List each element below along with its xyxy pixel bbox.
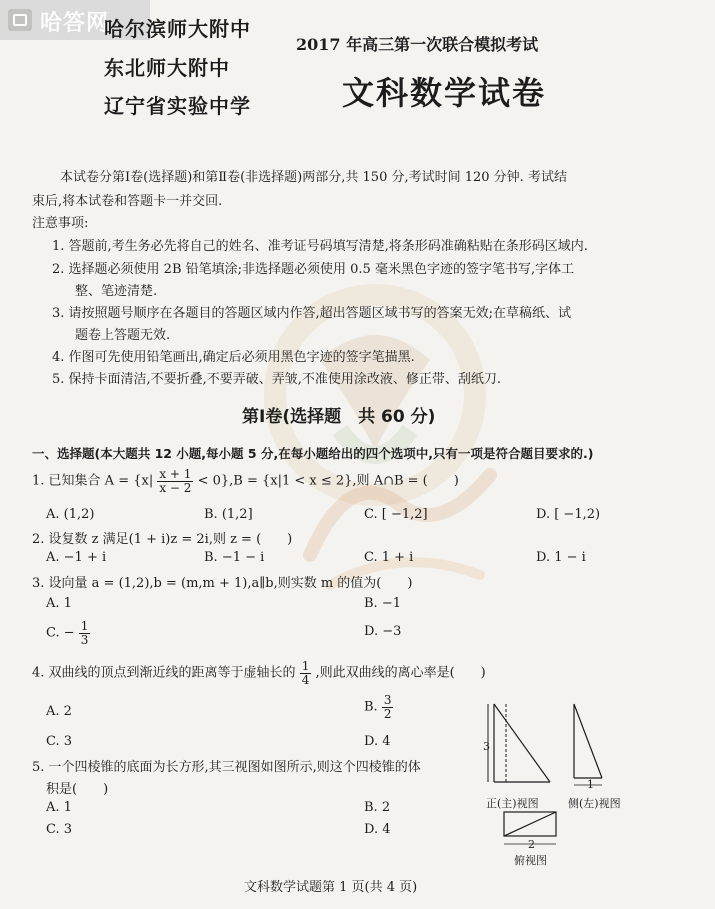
q1-frac-num: x + 1: [159, 467, 192, 481]
q5-option-a: A. 1: [46, 800, 72, 815]
q1-option-b: B. (1,2]: [204, 507, 253, 522]
q4-option-c: C. 3: [46, 734, 73, 749]
q4-option-b-fraction: [382, 694, 394, 720]
page-footer: 文科数学试题第 1 页(共 4 页): [244, 880, 418, 895]
q4-fraction: [300, 660, 312, 686]
q1-stem-post: < 0},B = {x|1 < x ≤ 2},则 A∩B = ( ): [197, 473, 459, 489]
q4-option-d: D. 4: [364, 734, 391, 749]
note-1: 1. 答题前,考生务必先将自己的姓名、准考证号码填写清楚,将条形码准确粘贴在条形码区域内.: [52, 239, 588, 254]
q1-option-c: C. [ −1,2]: [364, 507, 428, 522]
top-view-label: 俯视图: [514, 854, 547, 867]
note-5: 5. 保持卡面清洁,不要折叠,不要弄破、弄皱,不准使用涂改液、修正带、刮纸刀.: [52, 372, 502, 387]
question-1: [32, 468, 459, 494]
q4-option-b-prefix: B.: [364, 699, 378, 715]
exam-name: 2017 年高三第一次联合模拟考试: [296, 35, 539, 54]
intro-line-2: 束后,将本试卷和答题卡一并交回.: [32, 194, 223, 209]
q3-option-c-den: 3: [80, 632, 89, 647]
q4-option-b: [364, 694, 393, 720]
intro-line-1: 本试卷分第Ⅰ卷(选择题)和第Ⅱ卷(非选择题)两部分,共 150 分,考试时间 120 分钟. 考试结: [60, 170, 567, 185]
q4-option-a: A. 2: [46, 704, 72, 719]
q2-option-d: D. 1 − i: [536, 550, 586, 565]
q1-frac-den: x − 2: [159, 480, 192, 495]
question-2: 2. 设复数 z 满足(1 + i)z = 2i,则 z = ( ): [32, 532, 293, 547]
notes-title: 注意事项:: [32, 216, 89, 231]
dim-side: 1: [587, 778, 594, 791]
side-view-label: 侧(左)视图: [568, 797, 621, 810]
paper-title: 文科数学试卷: [342, 74, 547, 112]
q4-stem-pre: 4. 双曲线的顶点到渐近线的距离等于虚轴长的: [32, 665, 296, 681]
q4-frac-den: 4: [301, 672, 310, 687]
q3-option-c-prefix: C. −: [46, 625, 75, 641]
q4-option-b-num: 3: [383, 693, 392, 707]
section-heading: 第Ⅰ卷(选择题 共 60 分): [242, 407, 436, 427]
q3-option-d: D. −3: [364, 624, 402, 639]
q3-option-c: [46, 620, 90, 646]
q4-option-b-den: 2: [383, 706, 392, 721]
q3-option-a: A. 1: [46, 596, 72, 611]
q1-option-d: D. [ −1,2): [536, 507, 601, 522]
q4-stem-post: ,则此双曲线的离心率是( ): [315, 665, 486, 681]
q5-option-c: C. 3: [46, 822, 73, 837]
side-view: [574, 704, 602, 785]
q1-fraction: [157, 468, 193, 494]
watermark-brand: 哈答网: [40, 11, 110, 36]
q5-option-b: B. 2: [364, 800, 391, 815]
question-4: [32, 660, 486, 686]
q3-option-c-num: 1: [80, 619, 89, 633]
front-view: [488, 704, 550, 782]
dim-height: 3: [483, 740, 490, 753]
part-instructions: 一、选择题(本大题共 12 小题,每小题 5 分,在每小题给出的四个选项中,只有一项是符合题目要求的.): [32, 446, 594, 461]
question-5-line-1: 5. 一个四棱锥的底面为长方形,其三视图如图所示,则这个四棱锥的体: [32, 760, 421, 775]
q3-option-c-fraction: [79, 620, 91, 646]
note-2: 2. 选择题必须使用 2B 铅笔填涂;非选择题必须使用 0.5 毫米黑色字迹的签字笔书写,字体工: [52, 262, 575, 277]
front-view-label: 正(主)视图: [486, 797, 539, 810]
school-name-1: 哈尔滨师大附中: [104, 17, 251, 41]
school-name-2: 东北师大附中: [104, 56, 230, 80]
question-5-line-2: 积是( ): [46, 782, 109, 797]
three-view-figure: [474, 692, 674, 872]
q1-stem-pre: 1. 已知集合 A = {x|: [32, 473, 154, 489]
chat-icon: [8, 9, 32, 31]
q3-option-b: B. −1: [364, 596, 401, 611]
note-2-cont: 整、笔迹清楚.: [75, 284, 158, 299]
note-4: 4. 作图可先使用铅笔画出,确定后必须用黑色字迹的签字笔描黑.: [52, 350, 415, 365]
q2-option-b: B. −1 − i: [204, 550, 265, 565]
q2-option-c: C. 1 + i: [364, 550, 414, 565]
q2-option-a: A. −1 + i: [46, 550, 107, 565]
q1-option-a: A. (1,2): [46, 507, 95, 522]
question-3: 3. 设向量 a = (1,2),b = (m,m + 1),a∥b,则实数 m 的值为( ): [32, 576, 413, 591]
note-3: 3. 请按照题号顺序在各题目的答题区域内作答,超出答题区域书写的答案无效;在草稿纸、试: [52, 306, 572, 321]
q4-frac-num: 1: [301, 659, 310, 673]
note-3-cont: 题卷上答题无效.: [75, 328, 171, 343]
q5-option-d: D. 4: [364, 822, 391, 837]
school-name-3: 辽宁省实验中学: [104, 94, 251, 118]
dim-top: 2: [528, 838, 535, 851]
